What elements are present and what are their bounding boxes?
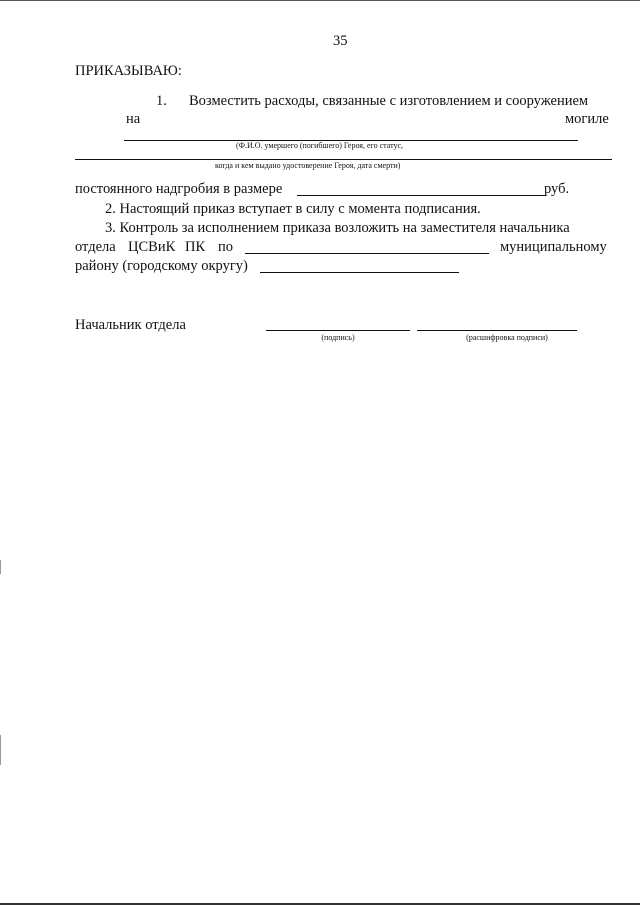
item1-number: 1. [156,93,167,109]
signature-decode-field-line [417,330,577,331]
certificate-caption: когда и кем выдано удостоверение Героя, дата смерти) [215,161,401,170]
page-top-edge [0,0,640,1]
amount-field-line [297,195,545,196]
item2-text: 2. Настоящий приказ вступает в силу с момента подписания. [105,201,481,217]
signature-decode-caption: (расшифровка подписи) [466,333,548,342]
signature-field-line [266,330,410,331]
signature-label: Начальник отдела [75,317,186,333]
item3-word-csvik: ЦСВиК [128,239,176,255]
certificate-field-line [75,159,612,160]
item3-word-municipal: муниципальному [500,239,607,255]
municipality-field-line [245,253,489,254]
page-number: 35 [333,33,348,49]
item3-word-po: по [218,239,234,255]
scan-margin-mark [0,560,1,574]
rub-label: руб. [544,181,570,197]
item1-text: Возместить расходы, связанные с изготовлением и сооружением [189,93,589,109]
item3-word-otdela: отдела [75,239,116,255]
item1-mogile: могиле [565,111,609,127]
item3-line1: 3. Контроль за исполнением приказа возложить на заместителя начальника [105,220,570,236]
scan-margin-mark [0,735,1,765]
deceased-name-caption: (Ф.И.О. умершего (погибшего) Героя, его статус, [236,141,404,150]
district-field-line [260,272,459,273]
tombstone-amount-label: постоянного надгробия в размере [75,181,283,197]
item1-na: на [126,111,141,127]
item3-line3: району (городскому округу) [75,258,248,274]
item3-word-pk: ПК [185,239,206,255]
signature-caption: (подпись) [321,333,355,342]
order-heading: ПРИКАЗЫВАЮ: [75,63,182,79]
